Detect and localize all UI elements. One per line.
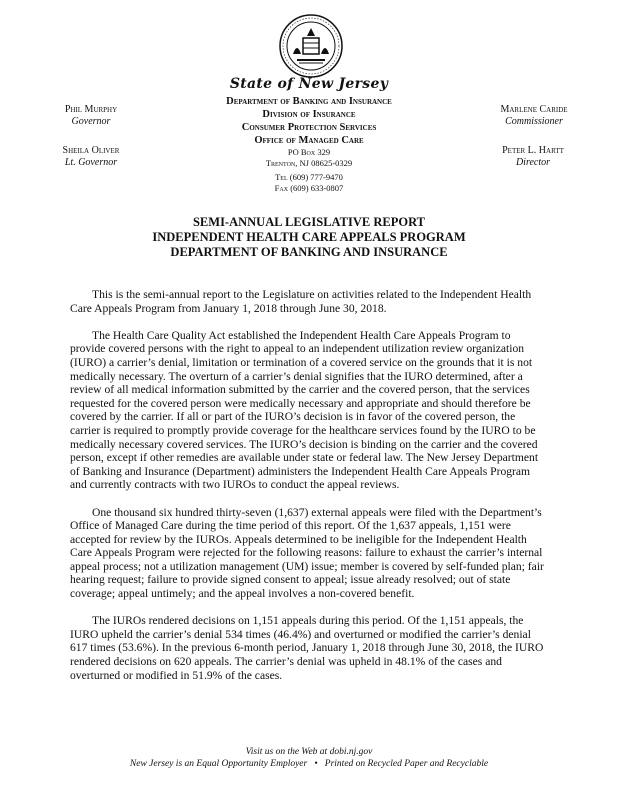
office-name: Office of Managed Care <box>254 135 364 146</box>
director-title: Director <box>515 157 551 168</box>
director-block <box>494 145 572 169</box>
governor-block <box>54 104 128 128</box>
paragraph-program: The Health Care Quality Act established the Independent Health Care Appeals Program to provide covered persons with the right to appeal to an independent utilization review organization (IURO) a carrier’s denial, limitation or termination of a covered service on the grounds that it is not medically necessary. The overturn of a carrier’s denial signifies that the IURO determined, after a review of all medical information submitted by the carrier and the covered person, that the services requested for the covered person were medically necessary and appropriate and should therefore be covered by the carrier. If all or part of the IURO’s decision is in favor of the covered person, the carrier is required to promptly provide coverage for the healthcare services found by the IURO to be medically necessary covered services. The IURO’s decision is binding on the carrier and the covered person, except if other remedies are available under state or federal law. The New Jersey Department of Banking and Insurance (Department) administers the Independent Health Care Appeals Program and currently contracts with two IUROs to conduct the appeal reviews. <box>70 328 539 492</box>
po-box: PO Box 329 <box>287 147 331 157</box>
director-name: Peter L. Hartt <box>502 145 564 156</box>
report-body <box>70 288 548 696</box>
fax: Fax (609) 633-0807 <box>274 182 344 193</box>
lt-governor-name: Sheila Oliver <box>62 145 120 156</box>
paragraph-intro: This is the semi-annual report to the Legislature on activities related to the Independent Health Care Appeals Program from January 1, 2018 through June 30, 2018. <box>70 288 532 315</box>
footer-web: Visit us on the Web at dobi.nj.gov <box>245 747 373 757</box>
telephone: Tel (609) 777-9470 <box>275 172 343 182</box>
commissioner-block <box>486 104 582 128</box>
lt-governor-title: Lt. Governor <box>64 157 118 168</box>
city-address: Trenton, NJ 08625-0329 <box>265 158 353 168</box>
report-title-line1: SEMI-ANNUAL LEGISLATIVE REPORT <box>192 215 425 229</box>
governor-title: Governor <box>71 116 111 127</box>
report-title-line3: DEPARTMENT OF BANKING AND INSURANCE <box>170 245 448 259</box>
footer-eeo: New Jersey is an Equal Opportunity Employer <box>129 759 308 769</box>
paragraph-appeals-filed: One thousand six hundred thirty-seven (1,637) external appeals were filed with the Department’s Office of Managed Care during the time period of this report. Of the 1,637 appeals, 1,151 were accepted for review by the IUROs. Appeals determined to be ineligible for the Independent Health Care Appeals Program were rejected for the following reasons: failure to exhaust the carrier’s internal appeal process; not a utilization management (UM) issue; member is covered by self-funded plan; fair hearing request; failure to provide signed consent to appeal; issue already resolved; out of state coverage; appeal untimely; and the appeal involves a non-covered benefit. <box>70 505 544 601</box>
state-title: State of New Jersey <box>229 76 389 92</box>
commissioner-title: Commissioner <box>505 116 563 127</box>
lt-governor-block <box>50 145 132 169</box>
paragraph-decisions: The IUROs rendered decisions on 1,151 appeals during this period. Of the 1,151 appeals, the IURO upheld the carrier’s denial 534 times (46.4%) and overturned or modified the carrier’s denial 617 times (53.6%). In the previous 6-month period, January 1, 2018 through June 30, 2018, the IURO rendered decisions on 620 appeals. The carrier’s denial was upheld in 48.1% of the cases and overturned or modified in 51.9% of the cases. <box>70 614 544 682</box>
contact-block <box>0 172 618 193</box>
state-seal-icon <box>279 14 343 78</box>
report-title <box>0 215 618 260</box>
services-name: Consumer Protection Services <box>241 122 377 133</box>
governor-name: Phil Murphy <box>64 104 118 115</box>
footer-recycled: Printed on Recycled Paper and Recyclable <box>324 759 489 769</box>
footer-line2 <box>0 758 618 770</box>
department-name: Department of Banking and Insurance <box>226 96 392 107</box>
report-title-line2: INDEPENDENT HEALTH CARE APPEALS PROGRAM <box>152 230 466 244</box>
commissioner-name: Marlene Caride <box>500 104 568 115</box>
division-name: Division of Insurance <box>262 109 356 120</box>
footer-bullet: • <box>314 759 318 769</box>
footer <box>0 746 618 770</box>
